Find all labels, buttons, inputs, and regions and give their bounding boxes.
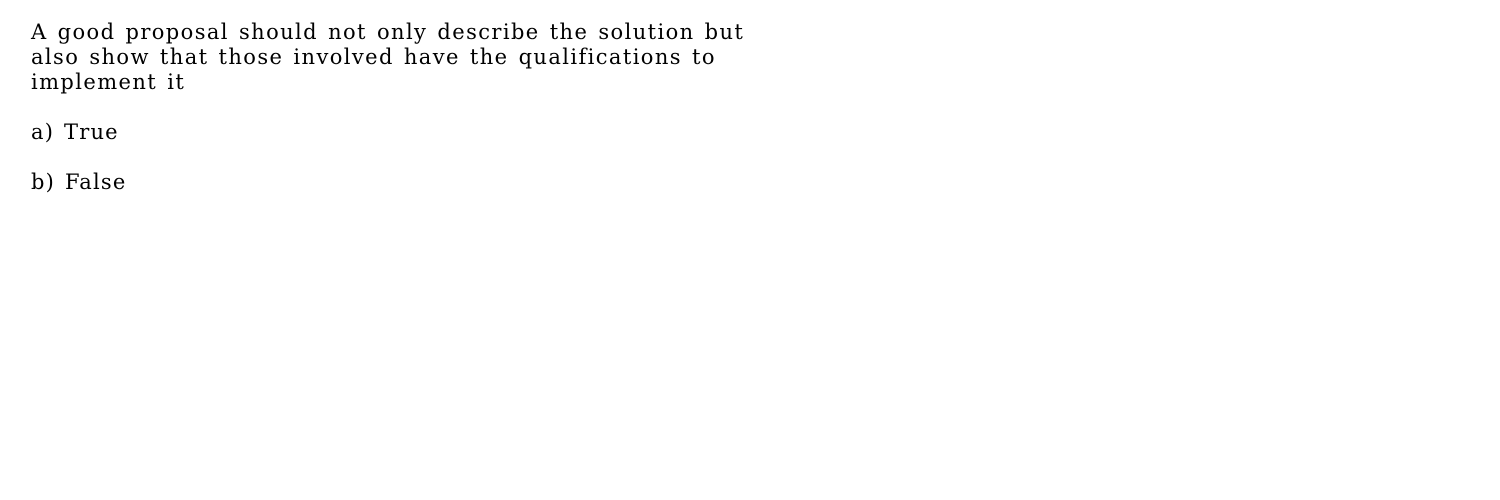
question-line-1: A good proposal should not only describe the solution but [31,20,745,44]
option-letter: b) [31,170,56,194]
question-block [31,20,891,195]
option-label: True [64,120,119,144]
question-text [31,20,891,95]
option-true[interactable] [31,120,891,145]
answer-options [31,120,891,195]
option-label: False [64,170,127,194]
question-line-2: also show that those involved have the qualifications to [31,45,716,69]
option-letter: a) [31,120,55,144]
question-line-3: implement it [31,70,186,94]
option-false[interactable] [31,170,891,195]
